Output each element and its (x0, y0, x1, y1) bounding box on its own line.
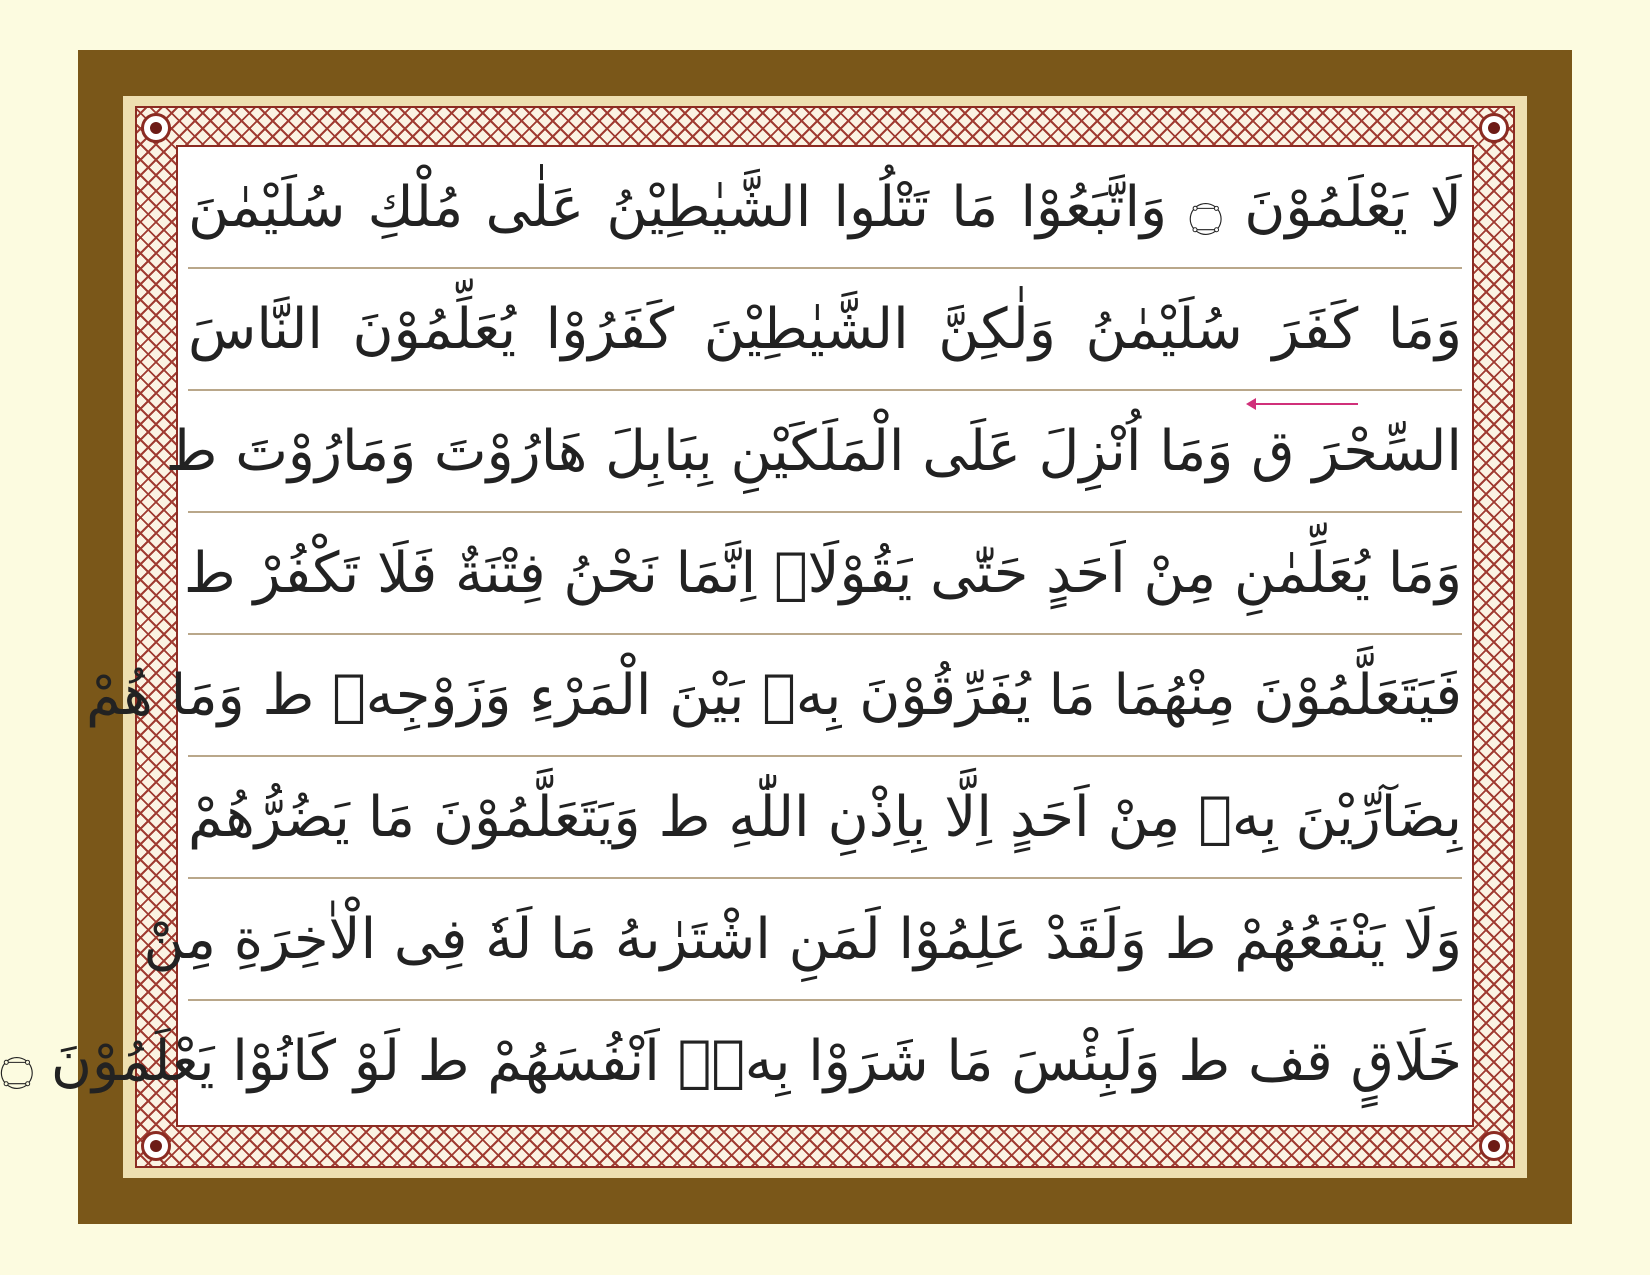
corner-ornament-icon (141, 113, 171, 143)
verse-line: وَمَا كَفَرَ سُلَيْمٰنُ وَلٰكِنَّ الشَّيٰطِيْنَ كَفَرُوْا يُعَلِّمُوْنَ النَّاسَ (188, 269, 1462, 391)
verse-line: فَيَتَعَلَّمُوْنَ مِنْهُمَا مَا يُفَرِّقُوْنَ بِهٖ بَيْنَ الْمَرْءِ وَزَوْجِهٖ ط وَمَا هُمْ (188, 635, 1462, 757)
verse-line: بِضَآرِّيْنَ بِهٖ مِنْ اَحَدٍ اِلَّا بِاِذْنِ اللّٰهِ ط وَيَتَعَلَّمُوْنَ مَا يَضُرُّهُمْ (188, 757, 1462, 879)
corner-ornament-icon (1479, 1131, 1509, 1161)
corner-ornament-icon (141, 1131, 171, 1161)
verse-line: السِّحْرَ ق وَمَا اُنْزِلَ عَلَى الْمَلَكَيْنِ بِبَابِلَ هَارُوْتَ وَمَارُوْتَ ط (188, 391, 1462, 513)
verse-line: وَلَا يَنْفَعُهُمْ ط وَلَقَدْ عَلِمُوْا لَمَنِ اشْتَرٰىهُ مَا لَهٗ فِى الْاٰخِرَةِ مِنْ (188, 879, 1462, 1001)
verse-line: خَلَاقٍ قف ط وَلَبِئْسَ مَا شَرَوْا بِهٖۤ اَنْفُسَهُمْ ط لَوْ كَانُوْا يَعْلَمُوْنَ ۝ (0, 1029, 1462, 1094)
verse-line: وَمَا يُعَلِّمٰنِ مِنْ اَحَدٍ حَتّٰى يَقُوْلَاۤ اِنَّمَا نَحْنُ فِتْنَةٌ فَلَا تَكْفُرْ ط (188, 513, 1462, 635)
verse-line: لَا يَعْلَمُوْنَ ۝ وَاتَّبَعُوْا مَا تَتْلُوا الشَّيٰطِيْنُ عَلٰى مُلْكِ سُلَيْمٰنَ (188, 147, 1462, 269)
quran-page (0, 145, 1474, 1127)
corner-ornament-icon (1479, 113, 1509, 143)
arrow-icon (1248, 403, 1358, 405)
